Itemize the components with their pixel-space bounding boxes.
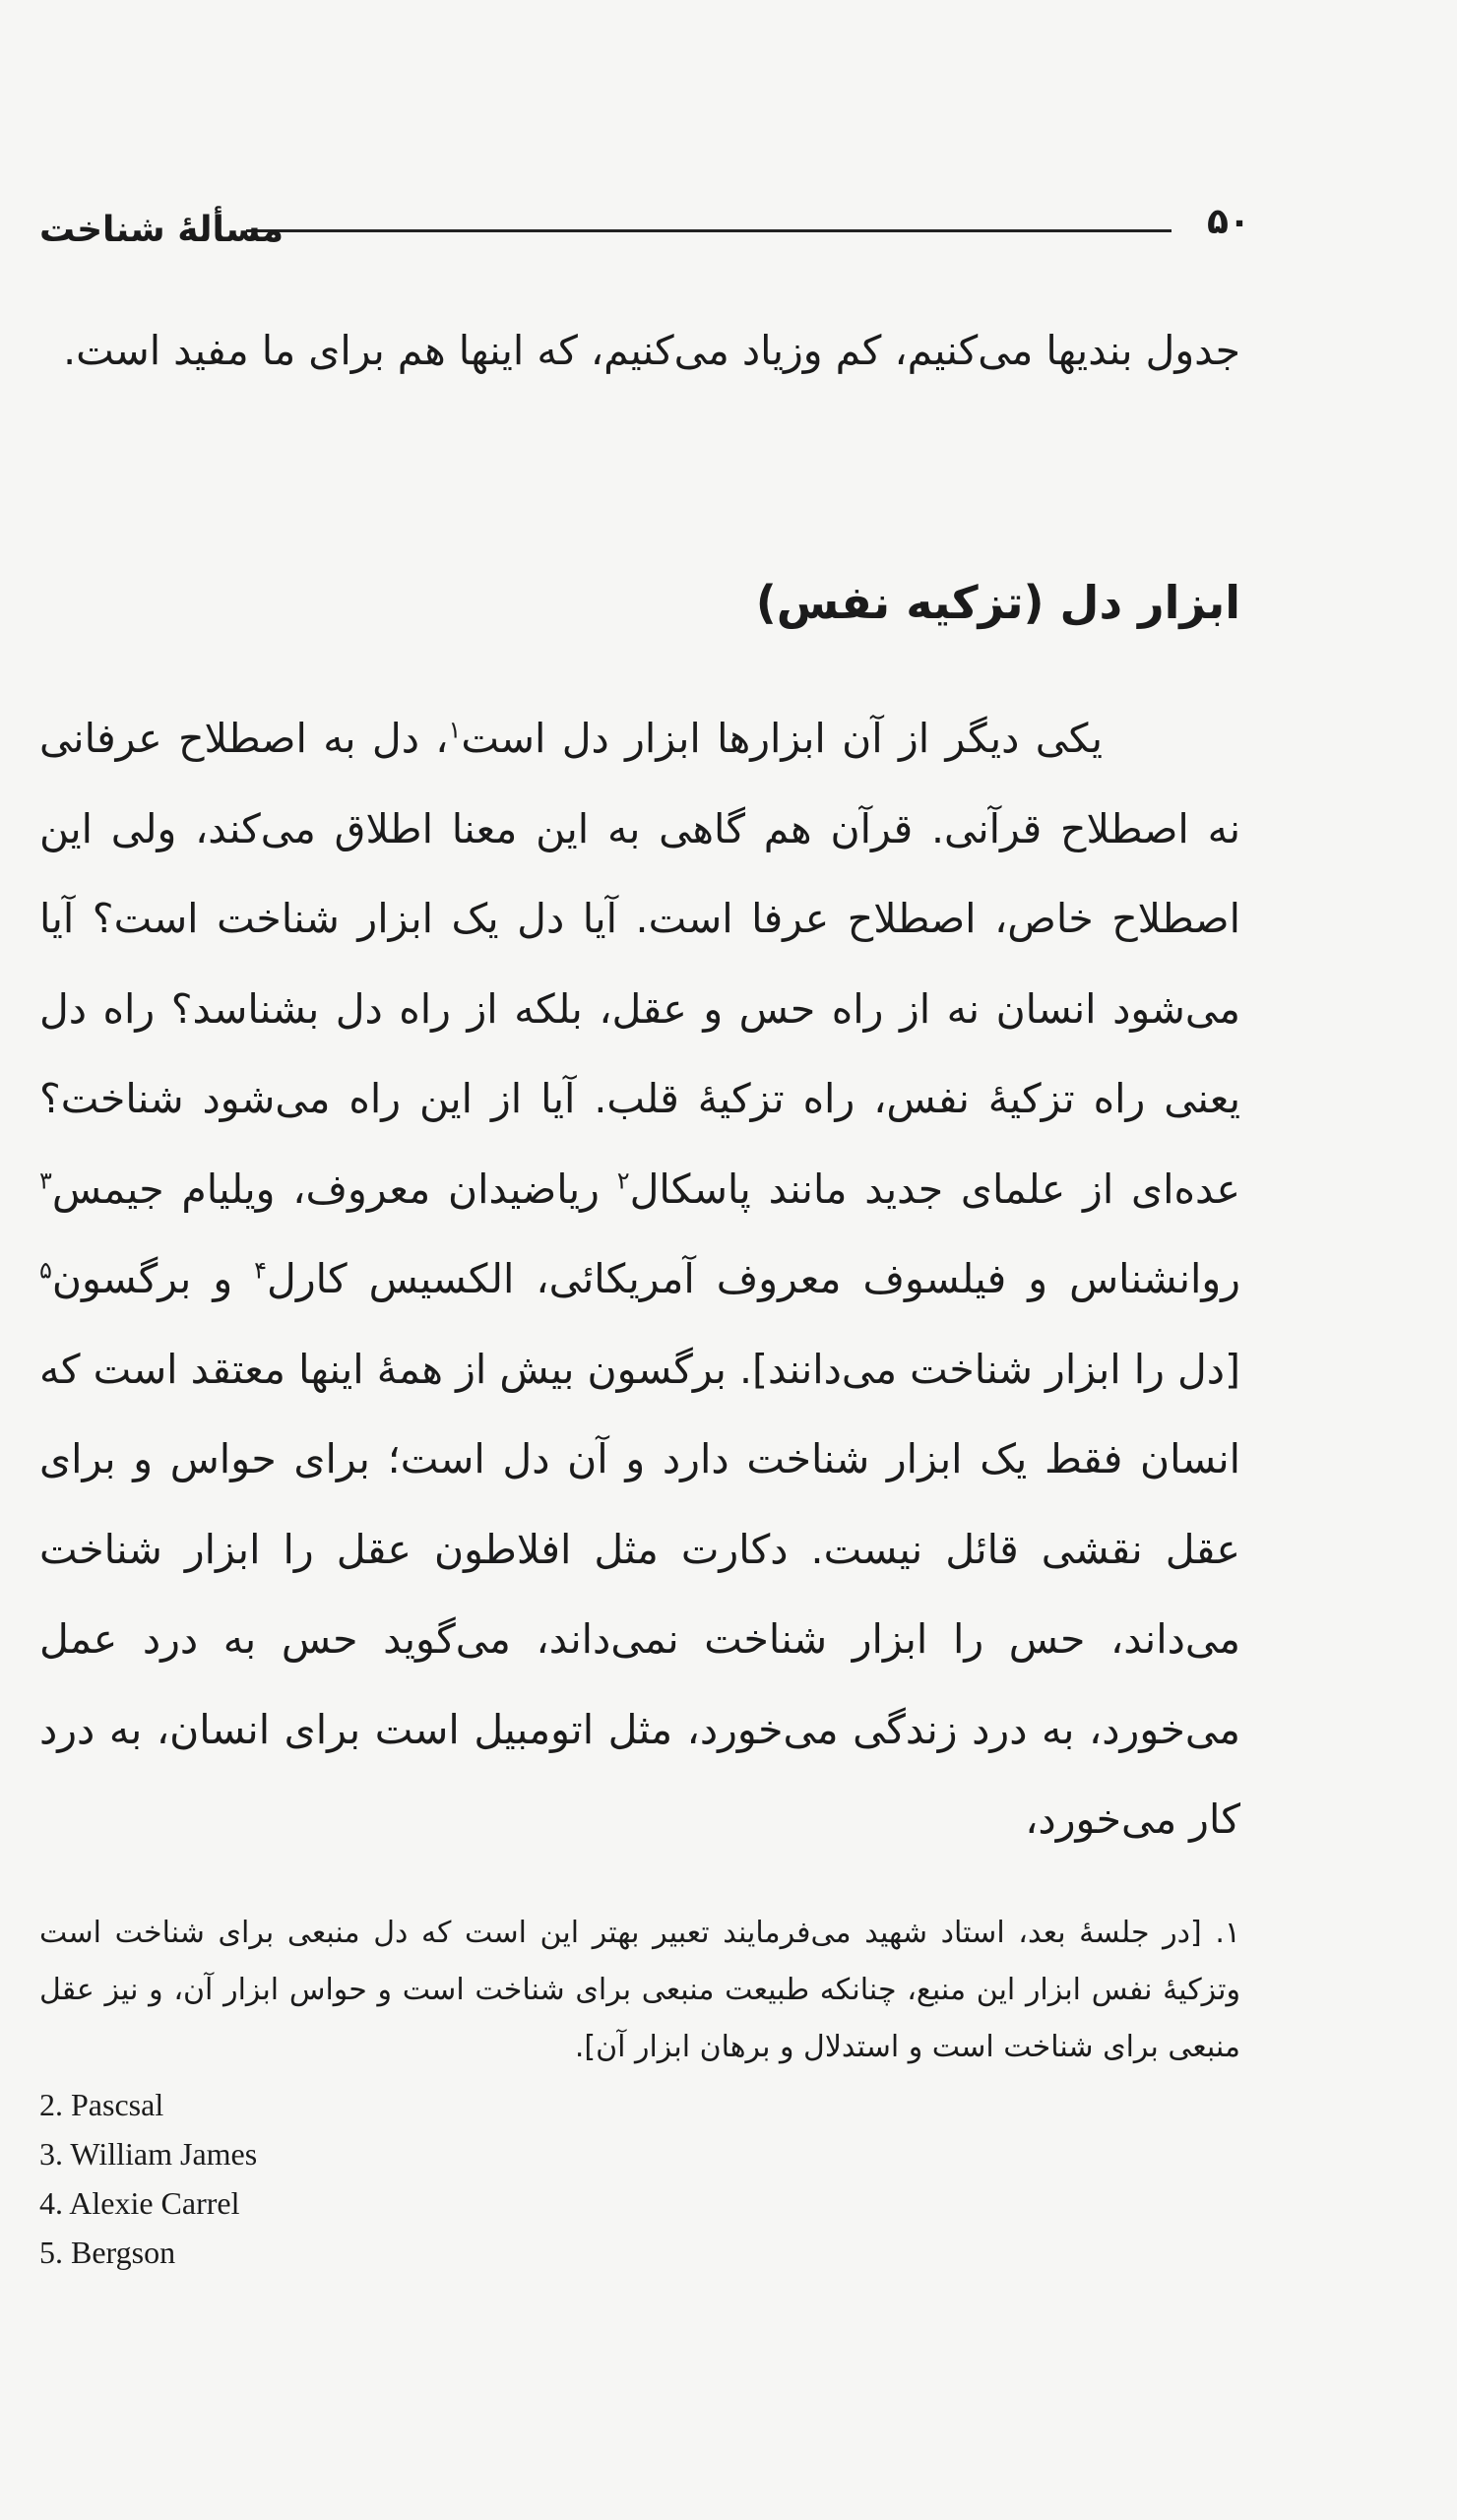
paragraph-text: [دل را ابزار شناخت می‌دانند]. برگسون بیش از همهٔ اینها معتقد است که انسان فقط یک ابزار شناخت دارد و آن دل است؛ برای حواس و برای عقل نقشی قائل نیست. دکارت مثل افلاطون عقل را ابزار شناخت می‌داند، حس را ابزار شناخت نمی‌داند، می‌گوید حس به درد عمل می‌خورد، به درد زندگی می‌خورد، مثل اتومبیل است برای انسان، به درد کار می‌خورد، bbox=[39, 1345, 1240, 1843]
footnote-ref: ۲ bbox=[616, 1166, 630, 1194]
footnote-1: ۱. [در جلسهٔ بعد، استاد شهید می‌فرمایند تعبیر بهتر این است که دل منبعی برای شناخت است وتزکیهٔ نفس ابزار این منبع، چنانکه طبیعت منبعی برای شناخت است و حواس ابزار آن، و نیز عقل منبعی برای شناخت است و استدلال و برهان ابزار آن]. bbox=[39, 1916, 1240, 2064]
paragraph-text: روانشناس و فیلسوف معروف آمریکائی، الکسیس کارل bbox=[267, 1255, 1240, 1302]
intro-paragraph: جدول بندیها می‌کنیم، کم وزیاد می‌کنیم، که اینها هم برای ما مفید است. bbox=[63, 327, 1240, 374]
main-paragraph bbox=[39, 694, 1240, 1865]
paragraph-text: و برگسون bbox=[51, 1255, 255, 1302]
footnote-ref: ۴ bbox=[254, 1256, 268, 1285]
footnote-ref: ۱ bbox=[448, 716, 462, 744]
footnote-4: 4. Alexie Carrel bbox=[39, 2185, 240, 2221]
paragraph-text: یکی دیگر از آن ابزارها ابزار دل است bbox=[461, 715, 1103, 762]
footnote-5: 5. Bergson bbox=[39, 2235, 176, 2270]
paragraph-text: ریاضیدان معروف، ویلیام جیمس bbox=[51, 1165, 617, 1213]
running-head bbox=[39, 202, 1250, 261]
footnote-3: 3. William James bbox=[39, 2136, 258, 2172]
latin-footnotes bbox=[39, 2080, 1240, 2277]
page-number: ۵۰ bbox=[1207, 202, 1250, 242]
footnote-2: 2. Pascsal bbox=[39, 2087, 164, 2122]
paragraph-text: ، دل به اصطلاح عرفانی نه اصطلاح قرآنی. قرآن هم گاهی به این معنا اطلاق می‌کند، ولی این اصطلاح خاص، اصطلاح عرفا است. آیا دل یک ابزار شناخت است؟ آیا می‌شود انسان نه از راه حس و عقل، بلکه از راه دل بشناسد؟ راه دل یعنی راه تزکیهٔ نفس، راه تزکیهٔ قلب. آیا از این راه می‌شود شناخت؟ عده‌ای از علمای جدید مانند پاسکال bbox=[39, 715, 1240, 1213]
section-heading: ابزار دل (تزکیه نفس) bbox=[755, 576, 1240, 629]
footnote-ref: ۵ bbox=[39, 1256, 52, 1285]
footnote-ref: ۳ bbox=[39, 1166, 52, 1194]
header-rule bbox=[246, 229, 1172, 232]
book-title: مسألهٔ شناخت bbox=[39, 210, 284, 250]
footnotes bbox=[39, 1905, 1240, 2277]
